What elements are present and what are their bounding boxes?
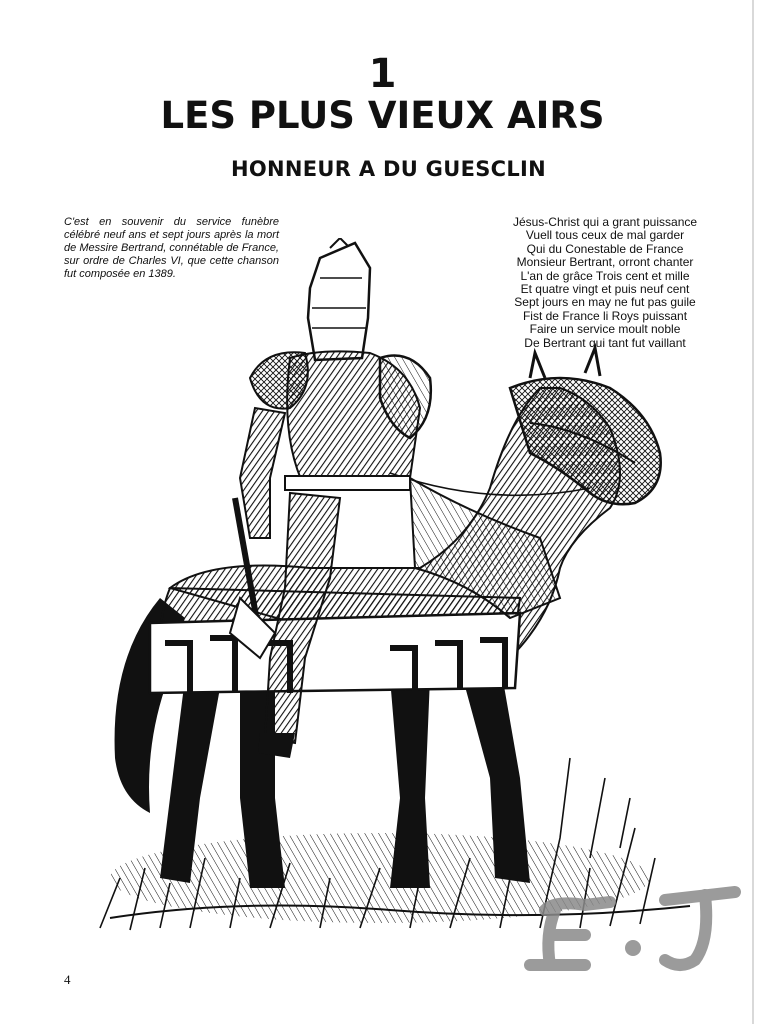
signature-mark <box>515 880 760 975</box>
verse-line: Et quatre vingt et puis neuf cent <box>520 282 690 297</box>
verse-line: Vuell tous ceux de mal garder <box>525 228 685 243</box>
verse-line: L'an de grâce Trois cent et mille <box>520 268 690 283</box>
chapter-number: 1 <box>368 51 397 97</box>
verse-line: Faire un service moult noble <box>529 322 681 337</box>
page-edge <box>752 0 754 1024</box>
verse-line: Sept jours en may ne fut pas guile <box>514 295 696 310</box>
verse-line: Fist de France li Roys puissant <box>522 308 688 323</box>
knight-on-horse-illustration <box>90 238 750 958</box>
verse-line: Qui du Conestable de France <box>526 241 684 256</box>
song-title: HONNEUR A DU GUESCLIN <box>230 157 547 181</box>
verse-line: Monsieur Bertrant, orront chanter <box>516 255 694 270</box>
verse-line: Jésus-Christ qui a grant puissance <box>512 215 698 229</box>
page-number: 4 <box>64 972 71 987</box>
verse-line: De Bertrant qui tant fut vaillant <box>524 335 686 350</box>
chapter-title: LES PLUS VIEUX AIRS <box>160 94 605 137</box>
intro-text: C'est en souvenir du service funèbre célébré neuf ans et sept jours après la mort de Messire Bertrand, connétable de France, sur ordre de Charles VI, que cette chanson fut composée en 1389. <box>64 216 279 280</box>
